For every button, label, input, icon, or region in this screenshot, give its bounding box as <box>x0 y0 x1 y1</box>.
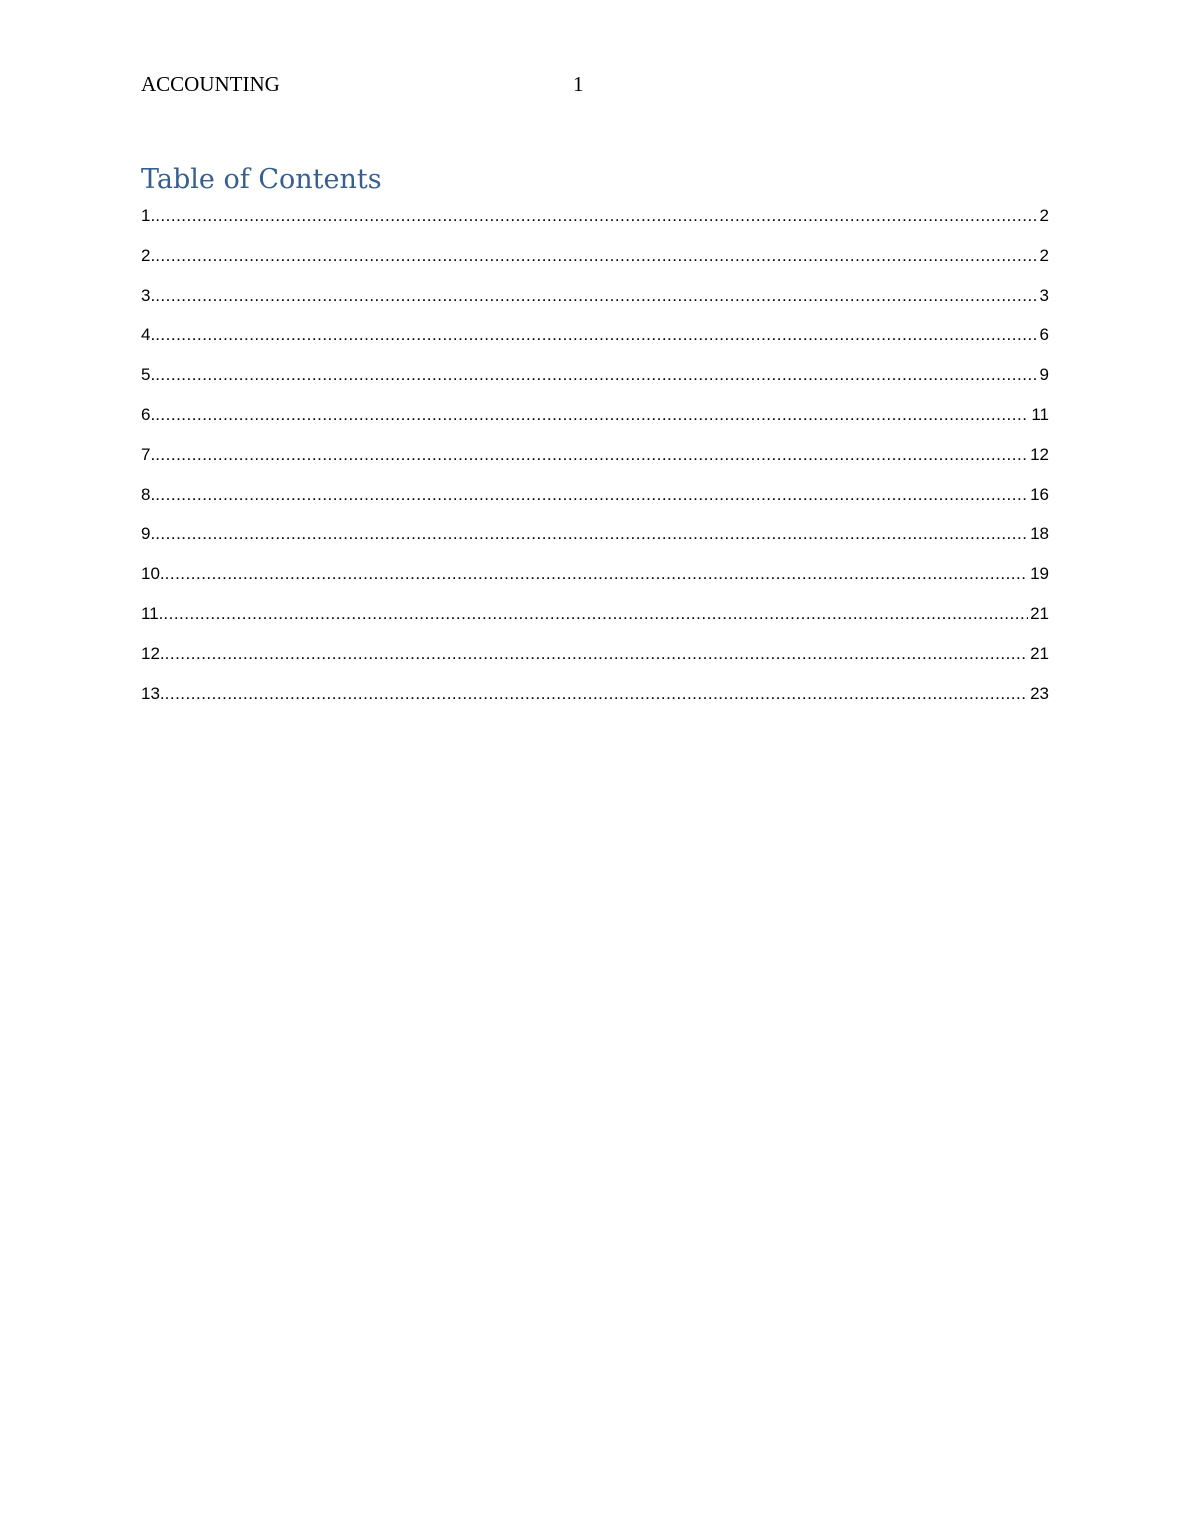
toc-dot-leader <box>155 322 1037 348</box>
toc-entry-label: 4. <box>141 325 156 345</box>
toc-entry-11[interactable] <box>141 601 1049 641</box>
toc-entry-label: 3. <box>141 285 156 305</box>
toc-dot-leader <box>155 402 1029 428</box>
running-head: ACCOUNTING <box>141 72 280 96</box>
toc-entry-label: 1. <box>141 206 156 225</box>
toc-entry-6[interactable] <box>141 402 1049 442</box>
page-number: 1 <box>573 72 584 96</box>
toc-entry-label: 13. <box>141 683 165 703</box>
toc-entry-label: 5. <box>141 365 156 385</box>
toc-entry-page: 23 <box>1030 683 1049 703</box>
toc-entry-13[interactable] <box>141 681 1049 721</box>
toc-entry-2[interactable] <box>141 243 1049 283</box>
toc-dot-leader <box>155 442 1028 468</box>
toc-dot-leader <box>155 362 1037 388</box>
toc-dot-leader <box>165 641 1028 667</box>
toc-entry-page: 6 <box>1039 325 1049 345</box>
toc-dot-leader <box>163 601 1028 627</box>
toc-entry-5[interactable] <box>141 362 1049 402</box>
toc-entry-page: 21 <box>1030 603 1049 623</box>
toc-dot-leader <box>165 681 1028 707</box>
toc-entry-label: 11. <box>141 603 164 623</box>
toc-entry-label: 6. <box>141 404 156 424</box>
toc-entry-page: 19 <box>1030 564 1049 584</box>
toc-entry-page: 16 <box>1030 484 1049 504</box>
toc-entry-7[interactable] <box>141 442 1049 482</box>
toc-entry-1[interactable] <box>141 203 1049 243</box>
toc-entry-label: 2. <box>141 245 156 265</box>
toc-dot-leader <box>155 482 1028 508</box>
toc-entry-label: 12. <box>141 643 165 663</box>
toc-entry-page: 2 <box>1039 245 1049 265</box>
toc-entry-label: 9. <box>141 524 156 544</box>
toc-entry-9[interactable] <box>141 521 1049 561</box>
toc-entry-page: 12 <box>1030 444 1049 464</box>
toc-entry-label: 7. <box>141 444 156 464</box>
toc-entry-label: 8. <box>141 484 156 504</box>
toc-entry-4[interactable] <box>141 322 1049 362</box>
toc-dot-leader <box>155 521 1028 547</box>
toc-entry-page: 3 <box>1039 285 1049 305</box>
toc-list <box>141 203 1049 720</box>
toc-entry-10[interactable] <box>141 561 1049 601</box>
toc-entry-page: 21 <box>1030 643 1049 663</box>
toc-entry-12[interactable] <box>141 641 1049 681</box>
toc-entry-page: 11 <box>1031 404 1049 424</box>
toc-entry-8[interactable] <box>141 482 1049 522</box>
toc-entry-label: 10. <box>141 564 165 584</box>
toc-dot-leader <box>155 203 1037 229</box>
toc-entry-3[interactable] <box>141 283 1049 323</box>
toc-entry-page: 9 <box>1039 365 1049 385</box>
toc-entry-page: 2 <box>1039 206 1049 225</box>
toc-title: Table of Contents <box>141 164 382 195</box>
toc-dot-leader <box>155 243 1037 269</box>
toc-dot-leader <box>155 283 1037 309</box>
toc-entry-page: 18 <box>1030 524 1049 544</box>
toc-dot-leader <box>165 561 1028 587</box>
